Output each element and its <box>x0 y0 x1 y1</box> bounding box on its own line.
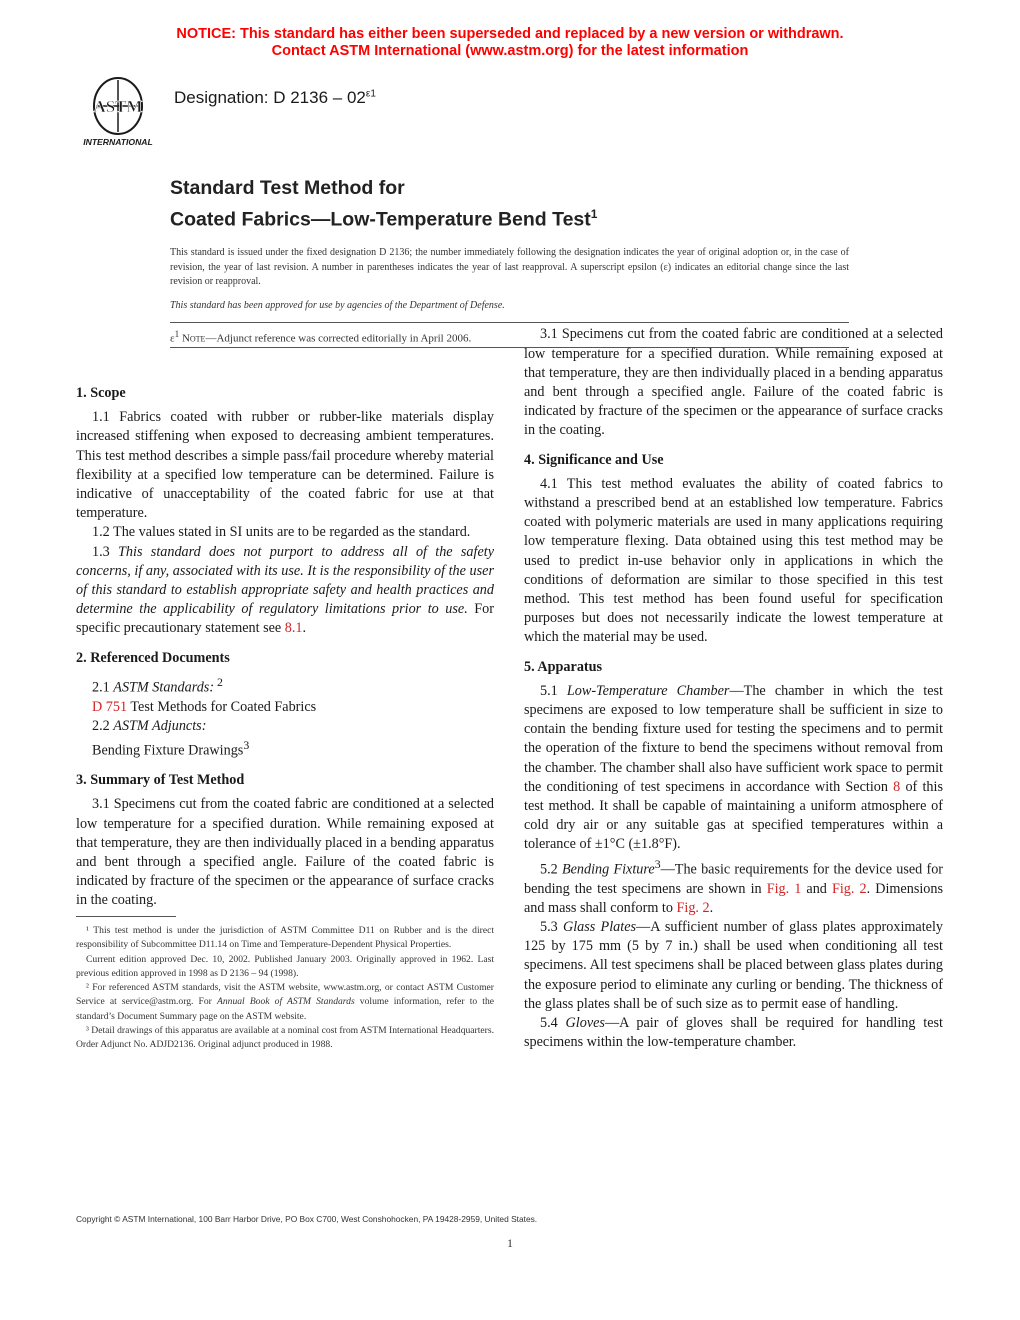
ref-d751 <box>76 698 494 717</box>
para-5-2-num: 5.2 <box>540 861 562 878</box>
link-fig-2-again[interactable]: Fig. 2 <box>676 899 710 916</box>
left-column <box>76 374 495 909</box>
para-5-3-num: 5.3 <box>540 919 563 935</box>
para-5-4-text: —A pair of gloves shall be required for handling test specimens within the low-temperature chamber. <box>524 1015 943 1051</box>
copyright: Copyright © ASTM International, 100 Barr Harbor Drive, PO Box C700, West Conshohocken, PA 19428-2959, United States. <box>76 1214 538 1224</box>
footnote-2-a: ² For referenced ASTM standards, visit the ASTM website, www.astm.org, or contact ASTM Customer Service at service@astm.org. For <box>76 982 494 1008</box>
para-1-1: 1.1 Fabrics coated with rubber or rubber-like materials display increased stiffening when exposed to decreasing ambient temperatures. This test method describes a simple pass/fail procedure whereby material flexibility at a specified low temperature can be determined. Failure is indicative of unacceptability of the coated fabric for use at that temperature. <box>76 409 494 522</box>
logo-tagline: INTERNATIONAL <box>83 137 153 147</box>
intro-text: This standard is issued under the fixed designation D 2136; the number immediately following the designation indicates the year of original adoption or, in the case of revision, the year of last revision. A number in parentheses indicates the year of last reapproval. A superscript epsilon (ε) indicates an editorial change since the last revision or reapproval. <box>170 247 849 287</box>
para-1-3-num: 1.3 <box>92 543 119 560</box>
para-5-2-sup: 3 <box>654 856 661 871</box>
document-title <box>170 175 597 233</box>
para-5-1-italic: Low-Temperature Chamber <box>566 682 730 699</box>
link-d751[interactable]: D 751 <box>92 698 128 715</box>
para-5-2-italic: Bending Fixture <box>561 861 655 878</box>
designation-superscript: ε1 <box>365 88 376 100</box>
para-5-3 <box>524 918 943 1014</box>
page-number: 1 <box>507 1236 513 1250</box>
notice-line-2: Contact ASTM International (www.astm.org) for the latest information <box>271 43 749 59</box>
link-section-8-1[interactable]: 8.1 <box>284 620 303 637</box>
title-line-2-wrap <box>170 201 597 233</box>
footnote-1: ¹ This test method is under the jurisdiction of ASTM Committee D11 on Rubber and is the direct responsibility of Subcommittee D11.14 on Time and Temperature-Dependent Physical Properties. <box>76 925 494 951</box>
divider-top <box>170 322 849 323</box>
notice-line-1: NOTICE: This standard has either been superseded and replaced by a new version or withdrawn. <box>176 26 844 42</box>
para-4-1: 4.1 This test method evaluates the ability of coated fabrics to withstand a prescribed bend at an established low temperature. Fabrics coated with polymeric materials are used in many applications requiring low temperature flexing. Data obtained using this test method may be used to predict in-use behavior only in applications in which the conditions of deformation are similar to those specified in this test method. This test method has been found useful for specification purposes but does not necessarily indicate the lowest temperature at which the material may be used. <box>524 475 943 646</box>
footnote-2-italic: Annual Book of ASTM Standards <box>217 996 355 1008</box>
para-2-2-num: 2.2 <box>92 717 114 734</box>
para-1-3 <box>76 543 494 639</box>
footnote-1b: Current edition approved Dec. 10, 2002. Published January 2003. Originally approved in 1962. Last previous edition approved in 1998 as D 2136 – 94 (1998). <box>76 953 494 979</box>
editorial-note <box>170 329 471 345</box>
section-4-heading: 4. Significance and Use <box>524 451 664 468</box>
note-sup: 1 <box>174 329 180 339</box>
section-5-heading: 5. Apparatus <box>524 658 603 675</box>
title-line-1: Standard Test Method for <box>170 177 405 199</box>
para-1-3-end: . <box>302 620 307 637</box>
ref-bending-fixture <box>76 736 494 761</box>
designation-label: Designation: D 2136 – 02 <box>174 88 366 107</box>
para-3-1: 3.1 Specimens cut from the coated fabric are conditioned at a selected low temperature for a specified duration. While remaining exposed at that temperature, they are then individually placed in a bending apparatus and bent through a specified angle. Failure of the coated fabric is indicated by fracture of the specimen or the appearance of surface cracks in the coating. <box>76 796 494 909</box>
astm-logo <box>76 74 160 150</box>
title-line-2: Coated Fabrics—Low-Temperature Bend Test <box>170 208 591 231</box>
para-1-3-italic: This standard does not purport to address all of the safety concerns, if any, associated with its use. It is the responsibility of the user of this standard to establish appropriate safety and health practices and determine the applicability of regulatory limitations prior to use. <box>76 543 494 618</box>
para-2-1-sup: 2 <box>214 674 223 689</box>
para-5-2-end: . <box>709 899 714 916</box>
designation <box>174 88 376 108</box>
para-3-1-continued <box>524 326 943 441</box>
para-3-1-cont: 3.1 Specimens cut from the coated fabric are conditioned at a selected low temperature for a specified duration. While remaining exposed at that temperature, they are then individually placed in a bending apparatus and bent through a specified angle. Failure of the coated fabric is indicated by fracture of the specimen or the appearance of surface cracks in the coating. <box>524 326 943 439</box>
para-5-4 <box>524 1014 943 1052</box>
ref-bending-fixture-sup: 3 <box>243 738 250 753</box>
footnote-3: ³ Detail drawings of this apparatus are available at a nominal cost from ASTM International Headquarters. Order Adjunct No. ADJD2136. Original adjunct produced in 1988. <box>76 1025 494 1051</box>
para-5-3-italic: Glass Plates <box>562 919 637 935</box>
para-1-2: 1.2 The values stated in SI units are to be regarded as the standard. <box>92 524 471 541</box>
para-5-2-and: and <box>801 880 832 897</box>
section-2-heading: 2. Referenced Documents <box>76 649 230 666</box>
withdrawal-notice <box>0 26 1020 60</box>
ref-d751-text: Test Methods for Coated Fabrics <box>127 698 317 715</box>
para-5-2 <box>524 855 943 918</box>
para-5-1 <box>524 682 943 855</box>
link-fig-2[interactable]: Fig. 2 <box>831 880 867 897</box>
note-epsilon: ε <box>170 332 175 345</box>
para-5-3-text: —A sufficient number of glass plates approximately 125 by 175 mm (5 by 7 in.) shall be used when conditioning all test specimens. All test specimens shall be placed between glass plates during the exposure period to eliminate any curling or bending. The thickness of the glass plates shall be of such size as to permit ease of handling. <box>524 919 943 1012</box>
para-5-2-text2: . Dimensions and mass shall conform to <box>524 880 943 916</box>
para-5-4-italic: Gloves <box>565 1015 605 1032</box>
note-text: —Adjunct reference was corrected editorially in April 2006. <box>205 332 472 345</box>
footnote-2-b: volume information, refer to the standard’s Document Summary page on the ASTM website. <box>76 996 494 1022</box>
para-5-2-text: —The basic requirements for the device used for bending the test specimens are shown in <box>524 861 944 897</box>
para-2-2 <box>76 717 494 736</box>
link-fig-1[interactable]: Fig. 1 <box>766 880 802 897</box>
title-footnote-ref: 1 <box>590 207 598 221</box>
para-2-2-italic: ASTM Adjuncts: <box>113 717 207 734</box>
dod-approval: This standard has been approved for use by agencies of the Department of Defense. <box>170 300 505 311</box>
footnote-divider <box>76 916 176 917</box>
section-1-heading: 1. Scope <box>76 385 126 401</box>
logo-letters: ASTM <box>93 97 143 116</box>
right-column <box>524 326 944 1052</box>
para-2-1 <box>76 673 494 698</box>
section-3-heading: 3. Summary of Test Method <box>76 772 245 789</box>
para-5-1-num: 5.1 <box>540 682 567 699</box>
footnotes <box>76 924 494 1053</box>
para-5-1-text: —The chamber in which the test specimens are exposed to low temperature shall be sufficient in size to contain the bending fixture used for testing the specimens and to permit the operation of the fixture to bend the specimens without removal from the chamber. The chamber shall also have sufficient work space to permit the conditioning of test specimens in accordance with Section <box>524 682 943 795</box>
para-1-3-rest: For specific precautionary statement see <box>76 601 495 637</box>
para-2-1-num: 2.1 <box>92 679 114 696</box>
link-section-8[interactable]: 8 <box>893 778 901 795</box>
para-5-1-text2: of this test method. It shall be capable of maintaining a uniform atmosphere of cold dry air or any suitable gas at specified temperatures within a tolerance of ±1°C (±1.8°F). <box>524 778 943 853</box>
para-5-4-num: 5.4 <box>540 1015 566 1032</box>
note-label: Note <box>181 332 206 345</box>
footnote-2 <box>76 981 494 1024</box>
ref-bending-fixture-text: Bending Fixture Drawings <box>92 742 244 759</box>
para-2-1-italic: ASTM Standards: <box>113 679 215 696</box>
